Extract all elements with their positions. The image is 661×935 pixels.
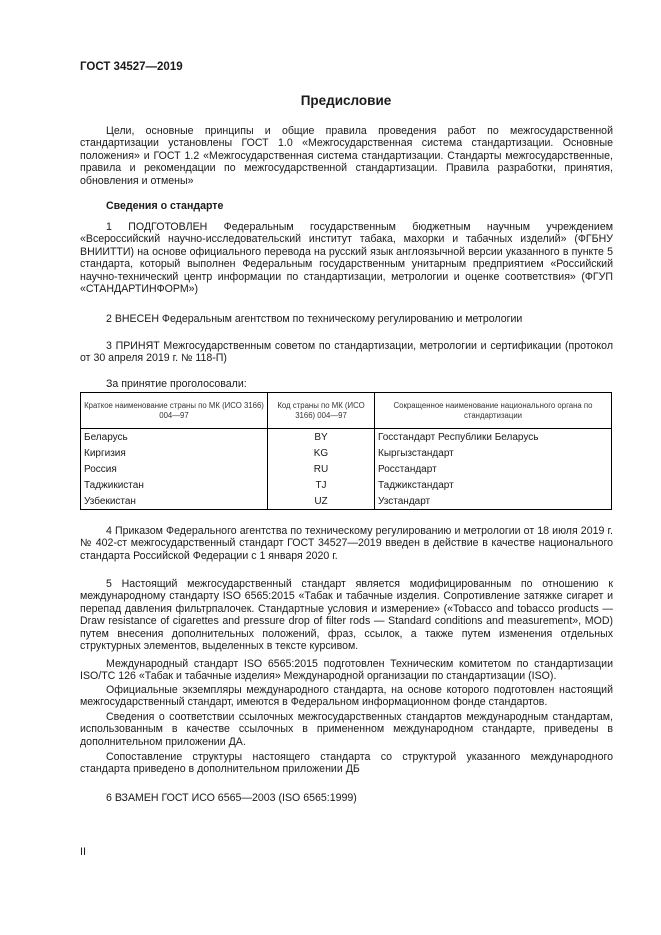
country-code-cell: BY [268,429,375,446]
standards-body-cell: Госстандарт Республики Беларусь [375,429,612,446]
country-cell: Киргизия [81,445,268,461]
country-cell: Таджикистан [81,477,268,493]
standards-body-cell: Росстандарт [375,461,612,477]
item-4-paragraph: 4 Приказом Федерального агентства по техническому регулированию и метрологии от 18 июля 2019 г. № 402-ст межгосударственный стандарт ГОСТ 34527—2019 введен в действие в качестве национального стандарта Российской Федерации с 1 января 2020 г. [80,525,613,562]
item-5-references-paragraph: Сведения о соответствии ссылочных межгосударственных стандартов международным стандартам, использованным в качестве ссылочных в примененном международном стандарте, приведены в дополнительном приложении ДА. [80,711,613,748]
section-heading: Сведения о стандарте [106,200,224,212]
table-header-country: Краткое наименование страны по МК (ИСО 3166) 004—97 [81,393,268,429]
standards-body-cell: Таджикстандарт [375,477,612,493]
item-5-iso-paragraph: Международный стандарт ISO 6565:2015 подготовлен Техническим комитетом по стандартизации ISO/TC 126 «Табак и табачные изделия» Международной организации по стандартизации (ISO). [80,658,613,683]
document-code: ГОСТ 34527—2019 [80,61,183,73]
item-1-paragraph: 1 ПОДГОТОВЛЕН Федеральным государственным бюджетным научным учреждением «Всероссийский научно-исследовательский институт табака, махорки и табачных изделий» (ФГБНУ ВНИИТТИ) на основе официального перевода на русский язык англоязычной версии указанного в пункте 5 стандарта, который выполнен Федеральным государственным унитарным предприятием «Российский научно-технический центр информации по стандартизации, метрологии и оценке соответствия» (ФГУП «СТАНДАРТИНФОРМ») [80,221,613,296]
standards-body-cell: Узстандарт [375,493,612,510]
country-cell: Узбекистан [81,493,268,510]
table-row [81,461,612,477]
country-code-cell: UZ [268,493,375,510]
table-row [81,493,612,510]
table-header-code: Код страны по МК (ИСО 3166) 004—97 [268,393,375,429]
item-5-paragraph: 5 Настоящий межгосударственный стандарт является модифицированным по отношению к международному стандарту ISO 6565:2015 «Табак и табачные изделия. Сопротивление затяжке сигарет и перепад давления фильтрпалочек. Стандартные условия и измерение» («Tobacco and tobacco products — Draw resistance of cigarettes and pressure drop of filter rods — Standard conditions and measurement», MOD) путем внесения дополнительных положений, фраз, ссылок, а также путем изменения отдельных структурных элементов, выделенных в тексте курсивом. [80,578,613,653]
item-6-paragraph: 6 ВЗАМЕН ГОСТ ИСО 6565—2003 (ISO 6565:1999) [106,792,357,804]
page-number: II [80,846,87,858]
country-code-cell: RU [268,461,375,477]
table-header-organ: Сокращенное наименование национального органа по стандартизации [375,393,612,429]
voted-label: За принятие проголосовали: [106,378,247,390]
country-cell: Россия [81,461,268,477]
table-header-row [81,393,612,429]
item-3-paragraph: 3 ПРИНЯТ Межгосударственным советом по стандартизации, метрологии и сертификации (протокол от 30 апреля 2019 г. № 118-П) [80,340,613,365]
table-row [81,477,612,493]
table-row [81,429,612,446]
page-title: Предисловие [300,93,392,108]
item-5-copies-paragraph: Официальные экземпляры международного стандарта, на основе которого подготовлен настоящий межгосударственный стандарт, имеются в Федеральном информационном фонде стандартов. [80,684,613,709]
item-5-structure-paragraph: Сопоставление структуры настоящего стандарта со структурой указанного международного стандарта приведено в дополнительном приложении ДБ [80,751,613,776]
country-code-cell: TJ [268,477,375,493]
country-cell: Беларусь [81,429,268,446]
country-code-cell: KG [268,445,375,461]
standards-body-cell: Кыргызстандарт [375,445,612,461]
intro-paragraph: Цели, основные принципы и общие правила проведения работ по межгосударственной стандартизации установлены ГОСТ 1.0 «Межгосударственная система стандартизации. Основные положения» и ГОСТ 1.2 «Межгосударственная система стандартизации. Стандарты межгосударственные, правила и рекомендации по межгосударственной стандартизации. Правила разработки, принятия, обновления и отмены» [80,125,613,187]
item-2-paragraph: 2 ВНЕСЕН Федеральным агентством по техническому регулированию и метрологии [106,313,523,325]
table-row [81,445,612,461]
voting-table [80,392,612,510]
